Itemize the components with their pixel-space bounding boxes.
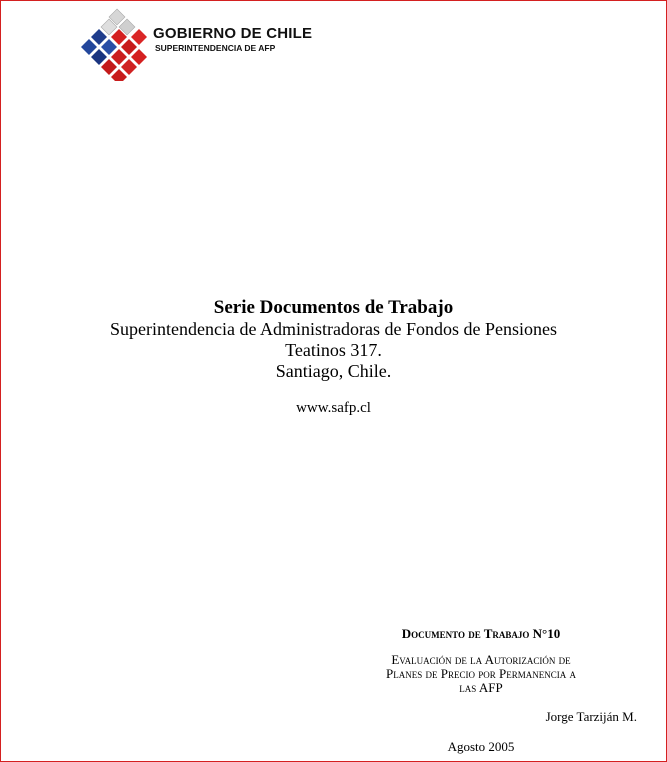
subject-line: Planes de Precio por Permanencia a [386, 666, 576, 681]
logo-title: GOBIERNO DE CHILE [153, 25, 313, 42]
title-block [1, 297, 666, 417]
publication-date: Agosto 2005 [447, 739, 515, 754]
website-link[interactable]: www.safp.cl [296, 400, 371, 416]
author-name: Jorge Tarziján M. [545, 709, 637, 724]
organization-name: Superintendencia de Administradoras de Fondos de Pensiones [110, 319, 557, 339]
subject-line: Evaluación de la Autorización de [391, 652, 571, 667]
logo-subtitle: SUPERINTENDENCIA DE AFP [155, 43, 276, 53]
address: Teatinos 317. [285, 340, 382, 360]
chile-cubes-icon [81, 7, 153, 81]
government-logo [81, 7, 311, 81]
city: Santiago, Chile. [275, 361, 392, 381]
subject-line: las AFP [459, 680, 503, 695]
series-title: Serie Documentos de Trabajo [213, 297, 454, 318]
document-number: Documento de Trabajo N°10 [401, 626, 561, 641]
document-subject [341, 653, 621, 695]
